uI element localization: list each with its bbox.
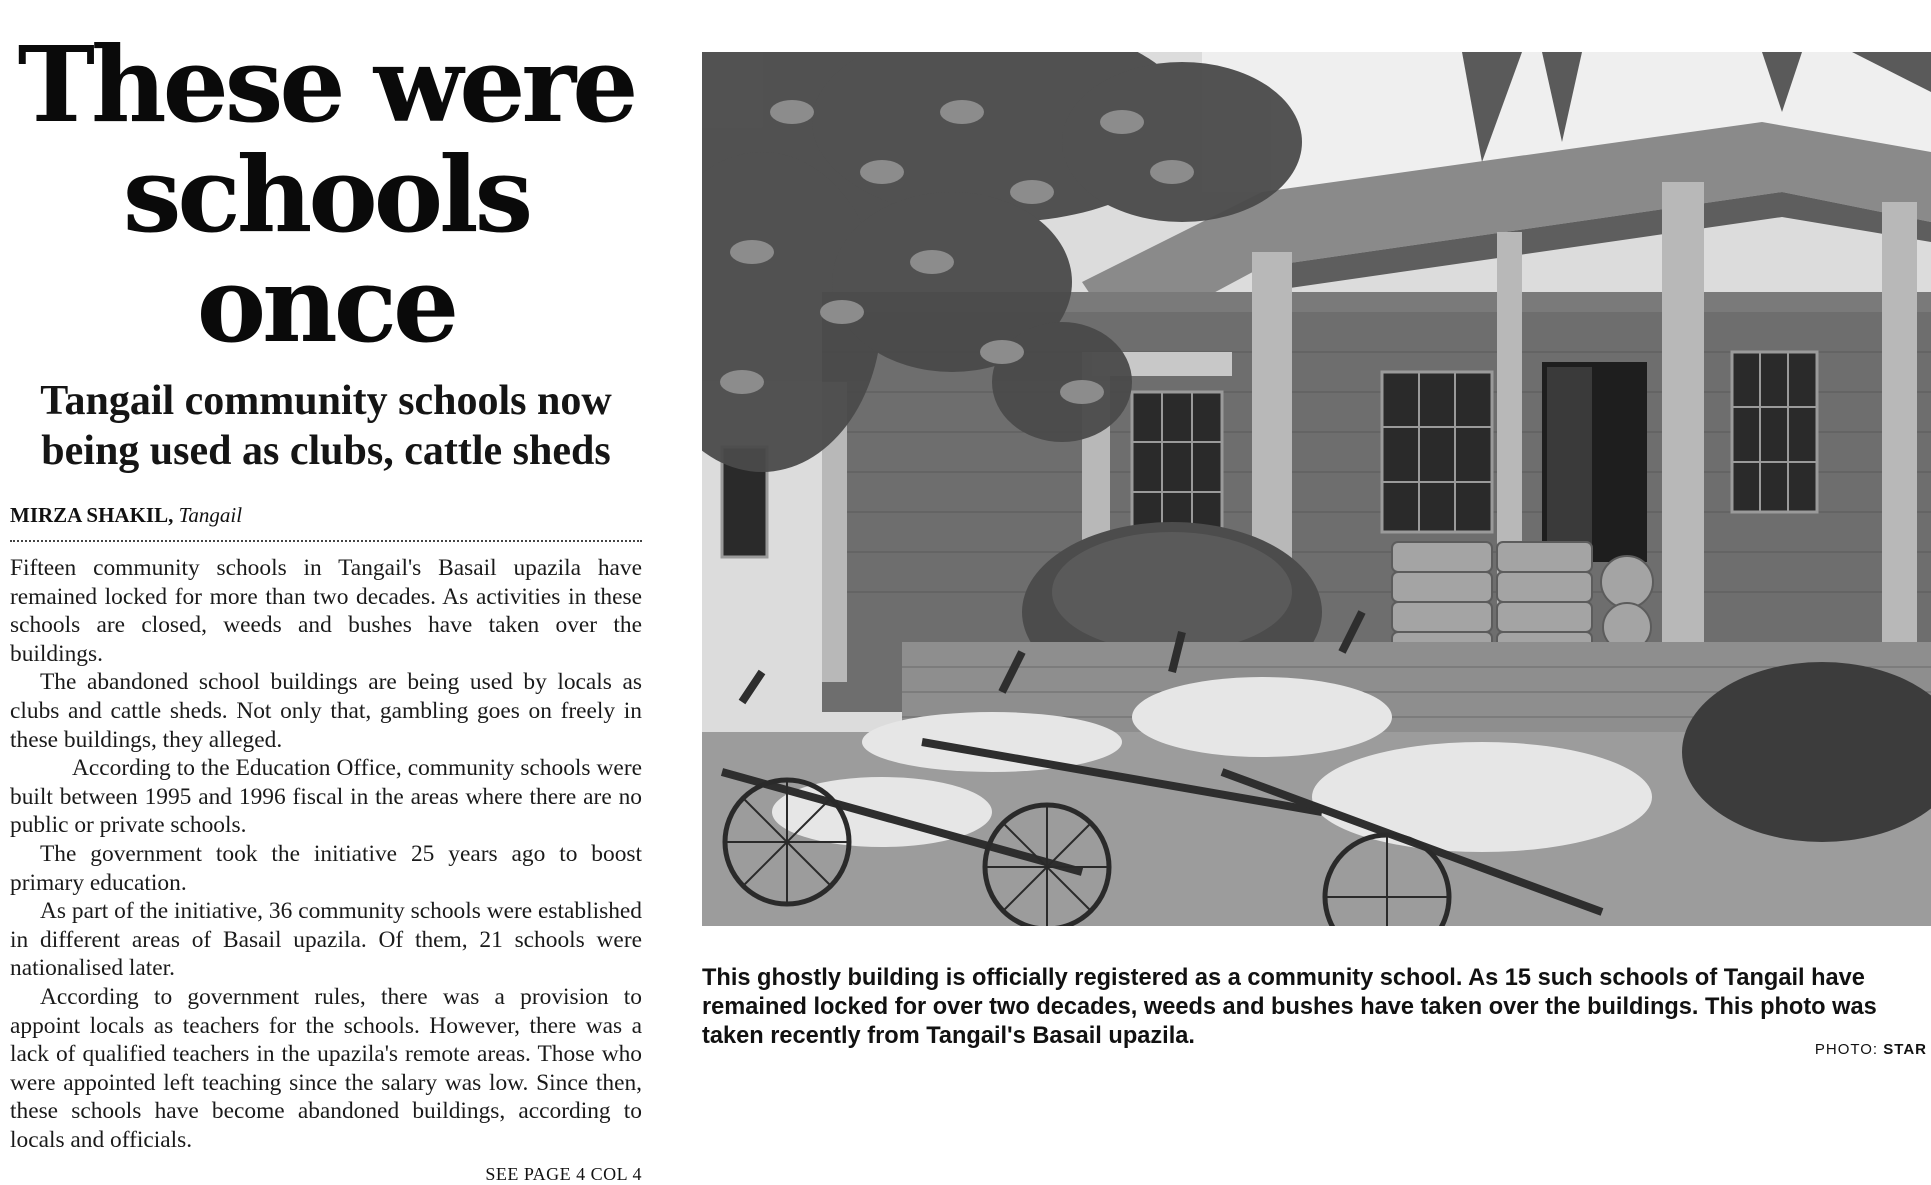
paragraph-5: As part of the initiative, 36 community schools were established in different areas of Basail upazila. Of them, 21 schools were nationalised later.: [10, 898, 642, 982]
headline: [10, 23, 642, 366]
subhead-line-1: Tangail community schools now: [40, 378, 612, 424]
byline: [10, 502, 642, 542]
photo-caption: This ghostly building is officially registered as a community school. As 15 such schools of Tangail have remained locked for over two decades, weeds and bushes have taken over the buildings. This photo was taken recently from Tangail's Basail upazila.: [702, 965, 1877, 1049]
paragraph-3: According to the Education Office, community schools were built between 1995 and 1996 fiscal in the areas where there are no public or private schools.: [10, 755, 642, 839]
paragraph-4: The government took the initiative 25 years ago to boost primary education.: [10, 840, 642, 896]
byline-dateline: Tangail: [178, 503, 243, 527]
article-column: [10, 23, 642, 1185]
headline-line-2: schools once: [122, 133, 530, 366]
subheadline: [10, 376, 642, 476]
byline-author: MIRZA SHAKIL,: [10, 503, 174, 527]
headline-line-1: These were: [17, 23, 635, 146]
paragraph-1: Fifteen community schools in Tangail's Basail upazila have remained locked for more than two decades. As activities in these schools are closed, weeds and bushes have taken over the buildings.: [10, 555, 642, 667]
jump-line: SEE PAGE 4 COL 4: [485, 1164, 642, 1185]
paragraph-6: According to government rules, there was a provision to appoint locals as teachers for the schools. However, there was a lack of qualified teachers in the upazila's remote areas. Those who were appointed left teaching since the salary was low. Since then, these schools have become abandoned buildings, according to locals and officials.: [10, 983, 642, 1153]
photo-illustration: [702, 52, 1931, 926]
article-body: [10, 554, 642, 1154]
news-photo: [702, 52, 1931, 926]
photo-credit-label: PHOTO:: [1814, 1041, 1879, 1058]
subhead-line-2: being used as clubs, cattle sheds: [41, 428, 611, 474]
photo-credit: [1815, 1041, 1927, 1058]
paragraph-2: The abandoned school buildings are being used by locals as clubs and cattle sheds. Not only that, gambling goes on freely in these buildings, they alleged.: [10, 669, 642, 753]
photo-credit-name: STAR: [1883, 1041, 1927, 1058]
